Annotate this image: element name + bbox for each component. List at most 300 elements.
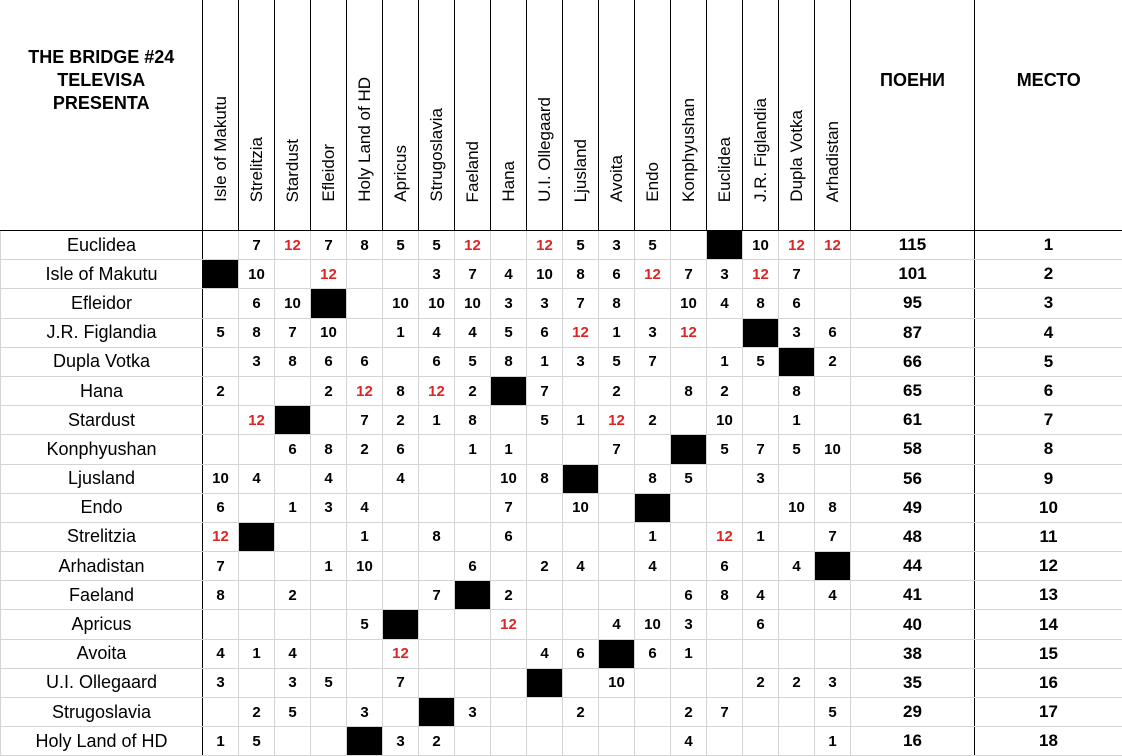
vote-cell: 3 bbox=[527, 289, 563, 318]
vote-cell bbox=[275, 464, 311, 493]
vote-cell: 4 bbox=[635, 552, 671, 581]
vote-cell: 8 bbox=[347, 231, 383, 260]
voter-column-header bbox=[455, 0, 491, 231]
vote-cell: 3 bbox=[455, 698, 491, 727]
vote-cell: 6 bbox=[419, 347, 455, 376]
table-row bbox=[1, 260, 1122, 289]
vote-cell bbox=[635, 435, 671, 464]
vote-cell bbox=[383, 522, 419, 551]
table-row bbox=[1, 318, 1122, 347]
total-points: 29 bbox=[851, 698, 975, 727]
place-rank: 15 bbox=[975, 639, 1122, 668]
vote-cell: 12 bbox=[311, 260, 347, 289]
place-rank: 2 bbox=[975, 260, 1122, 289]
place-rank: 4 bbox=[975, 318, 1122, 347]
vote-cell: 1 bbox=[779, 406, 815, 435]
vote-cell: 2 bbox=[455, 376, 491, 405]
table-row bbox=[1, 639, 1122, 668]
vote-cell bbox=[743, 376, 779, 405]
total-points: 61 bbox=[851, 406, 975, 435]
vote-cell: 6 bbox=[275, 435, 311, 464]
vote-cell: 6 bbox=[815, 318, 851, 347]
header-row bbox=[1, 0, 1122, 231]
vote-cell: 8 bbox=[563, 260, 599, 289]
vote-cell: 8 bbox=[599, 289, 635, 318]
place-rank: 10 bbox=[975, 493, 1122, 522]
vote-cell: 8 bbox=[239, 318, 275, 347]
vote-cell bbox=[779, 610, 815, 639]
country-name: Avoita bbox=[1, 639, 203, 668]
vote-cell bbox=[743, 493, 779, 522]
vote-cell: 6 bbox=[563, 639, 599, 668]
vote-cell: 12 bbox=[527, 231, 563, 260]
vote-cell: 8 bbox=[779, 376, 815, 405]
vote-cell: 4 bbox=[347, 493, 383, 522]
vote-cell: 2 bbox=[707, 376, 743, 405]
vote-cell bbox=[743, 698, 779, 727]
vote-cell: 5 bbox=[815, 698, 851, 727]
scoreboard-title bbox=[1, 0, 203, 231]
vote-cell: 4 bbox=[563, 552, 599, 581]
vote-cell bbox=[275, 376, 311, 405]
table-row bbox=[1, 289, 1122, 318]
vote-cell bbox=[635, 376, 671, 405]
vote-cell bbox=[743, 406, 779, 435]
vote-cell: 10 bbox=[311, 318, 347, 347]
total-points: 35 bbox=[851, 668, 975, 697]
vote-cell: 5 bbox=[743, 347, 779, 376]
vote-cell: 8 bbox=[815, 493, 851, 522]
vote-cell bbox=[311, 581, 347, 610]
total-points: 95 bbox=[851, 289, 975, 318]
vote-cell: 3 bbox=[707, 260, 743, 289]
vote-cell: 1 bbox=[455, 435, 491, 464]
vote-cell bbox=[383, 493, 419, 522]
vote-cell: 6 bbox=[527, 318, 563, 347]
vote-cell: 1 bbox=[419, 406, 455, 435]
vote-cell bbox=[419, 435, 455, 464]
vote-cell bbox=[671, 493, 707, 522]
vote-cell: 6 bbox=[779, 289, 815, 318]
table-row bbox=[1, 347, 1122, 376]
vote-cell bbox=[239, 493, 275, 522]
voter-name: U.I. Ollegaard bbox=[535, 97, 555, 202]
vote-cell: 12 bbox=[671, 318, 707, 347]
self-vote-cell bbox=[671, 435, 707, 464]
vote-cell: 1 bbox=[275, 493, 311, 522]
vote-cell bbox=[347, 464, 383, 493]
country-name: Konphyushan bbox=[1, 435, 203, 464]
title-line: PRESENTA bbox=[1, 92, 203, 115]
total-points: 87 bbox=[851, 318, 975, 347]
vote-cell: 10 bbox=[419, 289, 455, 318]
total-points: 65 bbox=[851, 376, 975, 405]
vote-cell bbox=[419, 668, 455, 697]
vote-cell bbox=[203, 347, 239, 376]
total-points: 101 bbox=[851, 260, 975, 289]
vote-cell: 10 bbox=[815, 435, 851, 464]
vote-cell bbox=[779, 727, 815, 756]
self-vote-cell bbox=[347, 727, 383, 756]
vote-cell: 2 bbox=[203, 376, 239, 405]
table-row bbox=[1, 435, 1122, 464]
voter-name: Dupla Votka bbox=[787, 110, 807, 202]
vote-cell: 6 bbox=[491, 522, 527, 551]
vote-cell bbox=[311, 610, 347, 639]
vote-cell bbox=[599, 727, 635, 756]
vote-cell bbox=[275, 260, 311, 289]
vote-cell bbox=[815, 639, 851, 668]
vote-cell: 7 bbox=[383, 668, 419, 697]
table-row bbox=[1, 464, 1122, 493]
vote-cell: 5 bbox=[563, 231, 599, 260]
self-vote-cell bbox=[635, 493, 671, 522]
vote-cell: 6 bbox=[707, 552, 743, 581]
vote-cell bbox=[815, 464, 851, 493]
vote-cell bbox=[671, 231, 707, 260]
self-vote-cell bbox=[311, 289, 347, 318]
vote-cell bbox=[383, 552, 419, 581]
country-name: Strugoslavia bbox=[1, 698, 203, 727]
vote-cell: 3 bbox=[383, 727, 419, 756]
vote-cell: 12 bbox=[491, 610, 527, 639]
self-vote-cell bbox=[707, 231, 743, 260]
vote-cell bbox=[599, 552, 635, 581]
vote-cell bbox=[779, 581, 815, 610]
vote-cell: 7 bbox=[275, 318, 311, 347]
voter-name: Arhadistan bbox=[823, 121, 843, 202]
vote-cell bbox=[203, 289, 239, 318]
vote-cell bbox=[311, 698, 347, 727]
vote-cell bbox=[203, 231, 239, 260]
vote-cell: 2 bbox=[347, 435, 383, 464]
vote-cell: 10 bbox=[347, 552, 383, 581]
vote-cell: 1 bbox=[239, 639, 275, 668]
vote-cell: 5 bbox=[203, 318, 239, 347]
vote-cell: 1 bbox=[527, 347, 563, 376]
vote-cell: 4 bbox=[671, 727, 707, 756]
vote-cell bbox=[671, 522, 707, 551]
vote-cell: 3 bbox=[491, 289, 527, 318]
vote-cell: 10 bbox=[743, 231, 779, 260]
self-vote-cell bbox=[455, 581, 491, 610]
vote-cell: 4 bbox=[491, 260, 527, 289]
vote-cell: 10 bbox=[275, 289, 311, 318]
total-points: 38 bbox=[851, 639, 975, 668]
vote-cell: 1 bbox=[671, 639, 707, 668]
vote-cell: 1 bbox=[347, 522, 383, 551]
vote-cell: 12 bbox=[419, 376, 455, 405]
self-vote-cell bbox=[383, 610, 419, 639]
vote-cell bbox=[239, 435, 275, 464]
vote-cell bbox=[491, 639, 527, 668]
vote-cell: 6 bbox=[743, 610, 779, 639]
vote-cell: 3 bbox=[563, 347, 599, 376]
vote-cell: 4 bbox=[311, 464, 347, 493]
vote-cell bbox=[743, 727, 779, 756]
country-name: U.I. Ollegaard bbox=[1, 668, 203, 697]
vote-cell: 6 bbox=[239, 289, 275, 318]
table-row bbox=[1, 376, 1122, 405]
voter-name: Faeland bbox=[463, 141, 483, 202]
voter-name: Efleidor bbox=[319, 144, 339, 202]
vote-cell: 3 bbox=[239, 347, 275, 376]
vote-cell: 5 bbox=[239, 727, 275, 756]
vote-cell: 8 bbox=[491, 347, 527, 376]
place-rank: 16 bbox=[975, 668, 1122, 697]
vote-cell bbox=[311, 639, 347, 668]
vote-cell bbox=[203, 406, 239, 435]
vote-cell: 6 bbox=[455, 552, 491, 581]
vote-cell bbox=[779, 698, 815, 727]
vote-cell: 5 bbox=[419, 231, 455, 260]
vote-cell bbox=[275, 522, 311, 551]
vote-cell: 12 bbox=[383, 639, 419, 668]
place-rank: 6 bbox=[975, 376, 1122, 405]
vote-cell bbox=[707, 464, 743, 493]
vote-cell bbox=[815, 610, 851, 639]
vote-cell: 10 bbox=[383, 289, 419, 318]
self-vote-cell bbox=[815, 552, 851, 581]
vote-cell bbox=[563, 522, 599, 551]
place-rank: 5 bbox=[975, 347, 1122, 376]
vote-cell: 1 bbox=[815, 727, 851, 756]
vote-cell bbox=[419, 552, 455, 581]
vote-cell bbox=[455, 668, 491, 697]
vote-cell: 3 bbox=[779, 318, 815, 347]
vote-cell: 12 bbox=[707, 522, 743, 551]
place-rank: 11 bbox=[975, 522, 1122, 551]
vote-cell: 4 bbox=[815, 581, 851, 610]
voter-name: Isle of Makutu bbox=[211, 96, 231, 202]
vote-cell: 6 bbox=[635, 639, 671, 668]
vote-cell bbox=[671, 668, 707, 697]
self-vote-cell bbox=[419, 698, 455, 727]
table-row bbox=[1, 698, 1122, 727]
vote-cell: 10 bbox=[527, 260, 563, 289]
self-vote-cell bbox=[563, 464, 599, 493]
country-name: Faeland bbox=[1, 581, 203, 610]
total-points: 16 bbox=[851, 727, 975, 756]
vote-cell bbox=[635, 581, 671, 610]
vote-cell bbox=[563, 581, 599, 610]
vote-cell: 3 bbox=[311, 493, 347, 522]
total-points: 41 bbox=[851, 581, 975, 610]
place-rank: 14 bbox=[975, 610, 1122, 639]
vote-cell: 4 bbox=[743, 581, 779, 610]
vote-cell: 3 bbox=[815, 668, 851, 697]
vote-cell: 4 bbox=[383, 464, 419, 493]
table-row bbox=[1, 727, 1122, 756]
vote-cell: 8 bbox=[383, 376, 419, 405]
place-rank: 18 bbox=[975, 727, 1122, 756]
vote-cell bbox=[239, 552, 275, 581]
vote-cell bbox=[707, 727, 743, 756]
voter-column-header bbox=[707, 0, 743, 231]
vote-cell bbox=[599, 493, 635, 522]
vote-cell: 1 bbox=[707, 347, 743, 376]
vote-cell: 12 bbox=[563, 318, 599, 347]
self-vote-cell bbox=[239, 522, 275, 551]
vote-cell bbox=[455, 727, 491, 756]
voter-name: Strugoslavia bbox=[427, 108, 447, 202]
vote-cell bbox=[311, 727, 347, 756]
vote-cell: 5 bbox=[455, 347, 491, 376]
vote-cell: 12 bbox=[275, 231, 311, 260]
vote-cell: 2 bbox=[779, 668, 815, 697]
vote-cell bbox=[203, 435, 239, 464]
vote-cell bbox=[815, 289, 851, 318]
country-name: J.R. Figlandia bbox=[1, 318, 203, 347]
country-name: Strelitzia bbox=[1, 522, 203, 551]
self-vote-cell bbox=[527, 668, 563, 697]
vote-cell: 6 bbox=[203, 493, 239, 522]
vote-cell bbox=[275, 727, 311, 756]
vote-cell: 1 bbox=[563, 406, 599, 435]
vote-cell: 5 bbox=[275, 698, 311, 727]
self-vote-cell bbox=[599, 639, 635, 668]
vote-cell: 5 bbox=[311, 668, 347, 697]
vote-cell bbox=[815, 406, 851, 435]
vote-cell: 6 bbox=[383, 435, 419, 464]
vote-cell: 2 bbox=[239, 698, 275, 727]
voter-name: Hana bbox=[499, 161, 519, 202]
vote-cell bbox=[635, 698, 671, 727]
vote-cell bbox=[455, 493, 491, 522]
voter-column-header bbox=[779, 0, 815, 231]
voter-column-header bbox=[419, 0, 455, 231]
vote-cell: 8 bbox=[275, 347, 311, 376]
vote-cell: 12 bbox=[455, 231, 491, 260]
vote-cell bbox=[383, 581, 419, 610]
vote-cell bbox=[671, 347, 707, 376]
vote-cell bbox=[707, 493, 743, 522]
vote-cell: 2 bbox=[527, 552, 563, 581]
vote-cell: 10 bbox=[491, 464, 527, 493]
voter-column-header bbox=[383, 0, 419, 231]
vote-cell: 3 bbox=[743, 464, 779, 493]
vote-cell: 7 bbox=[743, 435, 779, 464]
voter-name: J.R. Figlandia bbox=[751, 98, 771, 202]
vote-cell bbox=[275, 552, 311, 581]
vote-cell: 3 bbox=[347, 698, 383, 727]
vote-cell bbox=[599, 698, 635, 727]
vote-cell bbox=[491, 727, 527, 756]
total-points: 115 bbox=[851, 231, 975, 260]
vote-cell bbox=[203, 610, 239, 639]
vote-cell bbox=[275, 610, 311, 639]
vote-cell bbox=[347, 260, 383, 289]
voter-column-header bbox=[527, 0, 563, 231]
vote-cell: 7 bbox=[347, 406, 383, 435]
vote-cell: 7 bbox=[311, 231, 347, 260]
vote-cell: 7 bbox=[455, 260, 491, 289]
vote-cell bbox=[563, 668, 599, 697]
vote-cell bbox=[239, 668, 275, 697]
vote-cell: 4 bbox=[275, 639, 311, 668]
self-vote-cell bbox=[275, 406, 311, 435]
vote-cell: 5 bbox=[599, 347, 635, 376]
vote-cell: 4 bbox=[707, 289, 743, 318]
vote-cell: 1 bbox=[383, 318, 419, 347]
vote-cell: 12 bbox=[635, 260, 671, 289]
vote-cell: 6 bbox=[347, 347, 383, 376]
place-rank: 7 bbox=[975, 406, 1122, 435]
total-points: 40 bbox=[851, 610, 975, 639]
vote-cell bbox=[347, 289, 383, 318]
vote-cell bbox=[707, 610, 743, 639]
vote-cell: 10 bbox=[563, 493, 599, 522]
vote-cell bbox=[383, 260, 419, 289]
vote-cell: 8 bbox=[311, 435, 347, 464]
place-rank: 13 bbox=[975, 581, 1122, 610]
vote-cell: 2 bbox=[671, 698, 707, 727]
vote-cell: 3 bbox=[635, 318, 671, 347]
vote-cell: 5 bbox=[671, 464, 707, 493]
vote-cell: 8 bbox=[743, 289, 779, 318]
voter-name: Konphyushan bbox=[679, 98, 699, 202]
vote-cell bbox=[419, 493, 455, 522]
country-name: Ljusland bbox=[1, 464, 203, 493]
vote-cell: 10 bbox=[707, 406, 743, 435]
vote-cell: 4 bbox=[527, 639, 563, 668]
vote-cell bbox=[455, 639, 491, 668]
vote-cell bbox=[527, 581, 563, 610]
voter-column-header bbox=[599, 0, 635, 231]
vote-cell: 3 bbox=[599, 231, 635, 260]
total-points: 44 bbox=[851, 552, 975, 581]
vote-cell bbox=[455, 464, 491, 493]
vote-cell: 5 bbox=[635, 231, 671, 260]
place-rank: 8 bbox=[975, 435, 1122, 464]
vote-cell: 7 bbox=[491, 493, 527, 522]
vote-cell: 5 bbox=[779, 435, 815, 464]
vote-cell bbox=[347, 639, 383, 668]
vote-cell: 5 bbox=[383, 231, 419, 260]
vote-cell: 10 bbox=[455, 289, 491, 318]
place-rank: 1 bbox=[975, 231, 1122, 260]
vote-cell bbox=[239, 376, 275, 405]
vote-cell bbox=[563, 727, 599, 756]
vote-cell: 6 bbox=[311, 347, 347, 376]
vote-cell: 3 bbox=[203, 668, 239, 697]
vote-cell: 8 bbox=[203, 581, 239, 610]
vote-cell bbox=[527, 435, 563, 464]
vote-cell: 1 bbox=[491, 435, 527, 464]
vote-cell: 7 bbox=[203, 552, 239, 581]
vote-cell: 8 bbox=[419, 522, 455, 551]
vote-cell bbox=[779, 639, 815, 668]
vote-cell: 7 bbox=[419, 581, 455, 610]
vote-cell bbox=[527, 727, 563, 756]
voter-column-header bbox=[743, 0, 779, 231]
voter-column-header bbox=[203, 0, 239, 231]
country-name: Hana bbox=[1, 376, 203, 405]
place-rank: 17 bbox=[975, 698, 1122, 727]
vote-cell bbox=[491, 552, 527, 581]
vote-cell: 2 bbox=[311, 376, 347, 405]
vote-cell bbox=[239, 610, 275, 639]
voter-name: Avoita bbox=[607, 155, 627, 202]
vote-cell: 10 bbox=[635, 610, 671, 639]
total-points: 49 bbox=[851, 493, 975, 522]
vote-cell: 12 bbox=[203, 522, 239, 551]
table-row bbox=[1, 406, 1122, 435]
country-name: Dupla Votka bbox=[1, 347, 203, 376]
self-vote-cell bbox=[491, 376, 527, 405]
vote-cell bbox=[491, 698, 527, 727]
voter-name: Strelitzia bbox=[247, 137, 267, 202]
